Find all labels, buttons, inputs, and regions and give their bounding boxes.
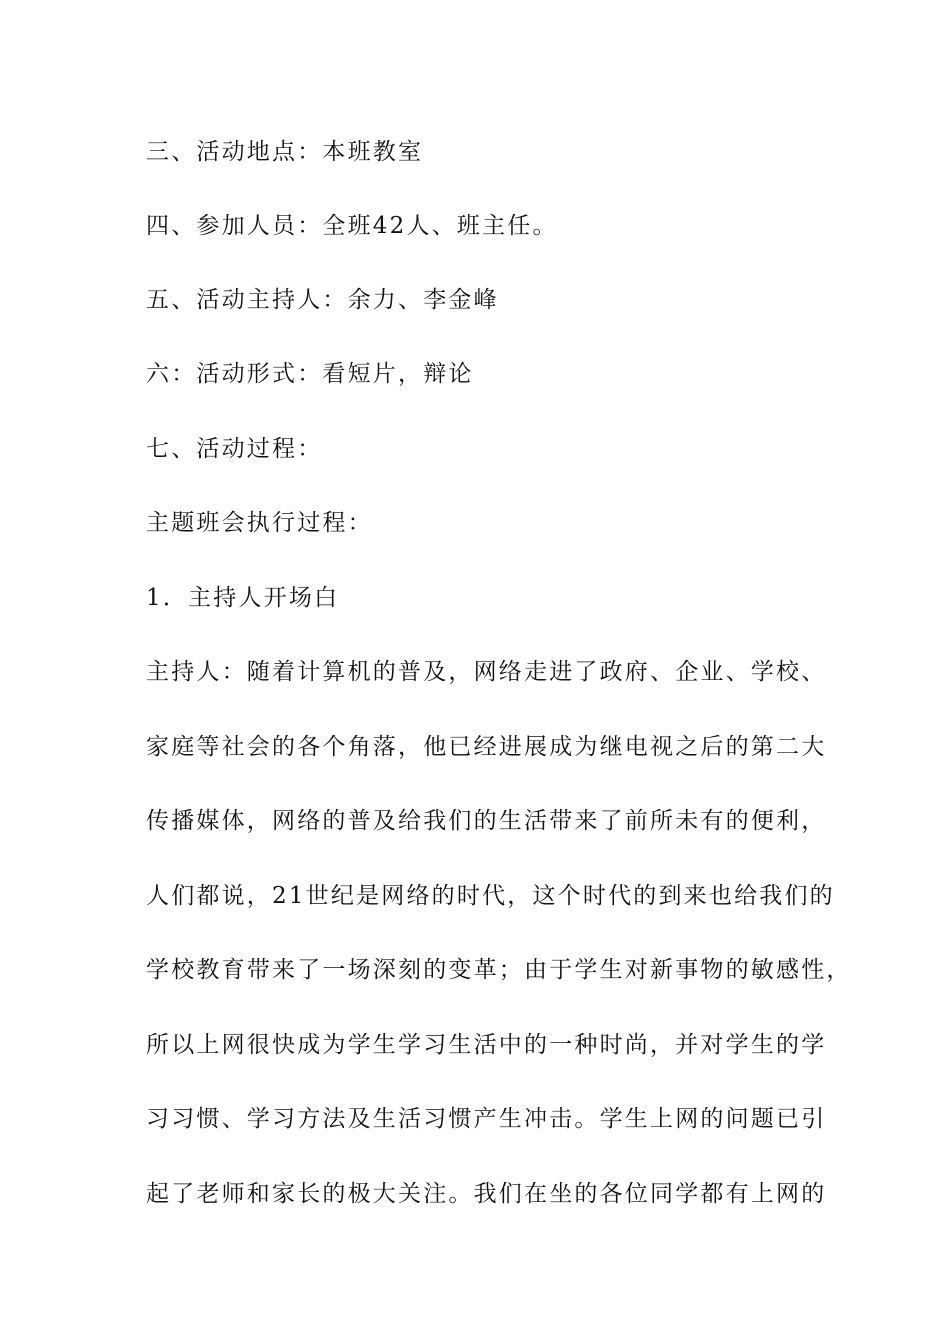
paragraph-line: 习习惯、学习方法及生活习惯产生冲击。学生上网的问题已引 [146, 1106, 827, 1132]
subheading-execution: 主题班会执行过程： [146, 510, 373, 536]
paragraph-line: 所以上网很快成为学生学习生活中的一种时尚，并对学生的学 [146, 1032, 827, 1058]
paragraph-line: 学校教育带来了一场深刻的变革；由于学生对新事物的敏感性， [146, 957, 852, 983]
section-hosts: 五、活动主持人：余力、李金峰 [146, 287, 499, 313]
section-process: 七、活动过程： [146, 436, 323, 462]
paragraph-line: 起了老师和家长的极大关注。我们在坐的各位同学都有上网的 [146, 1181, 827, 1207]
section-location: 三、活动地点：本班教室 [146, 139, 424, 165]
item-opening: 1．主持人开场白 [146, 585, 340, 611]
paragraph-line: 家庭等社会的各个角落，他已经进展成为继电视之后的第二大 [146, 734, 827, 760]
paragraph-line: 传播媒体，网络的普及给我们的生活带来了前所未有的便利， [146, 808, 827, 834]
section-participants: 四、参加人员：全班42人、班主任。 [146, 213, 558, 239]
paragraph-line: 主持人：随着计算机的普及，网络走进了政府、企业、学校、 [146, 659, 827, 685]
paragraph-line: 人们都说，21世纪是网络的时代，这个时代的到来也给我们的 [146, 883, 835, 909]
section-format: 六：活动形式：看短片，辩论 [146, 361, 474, 387]
